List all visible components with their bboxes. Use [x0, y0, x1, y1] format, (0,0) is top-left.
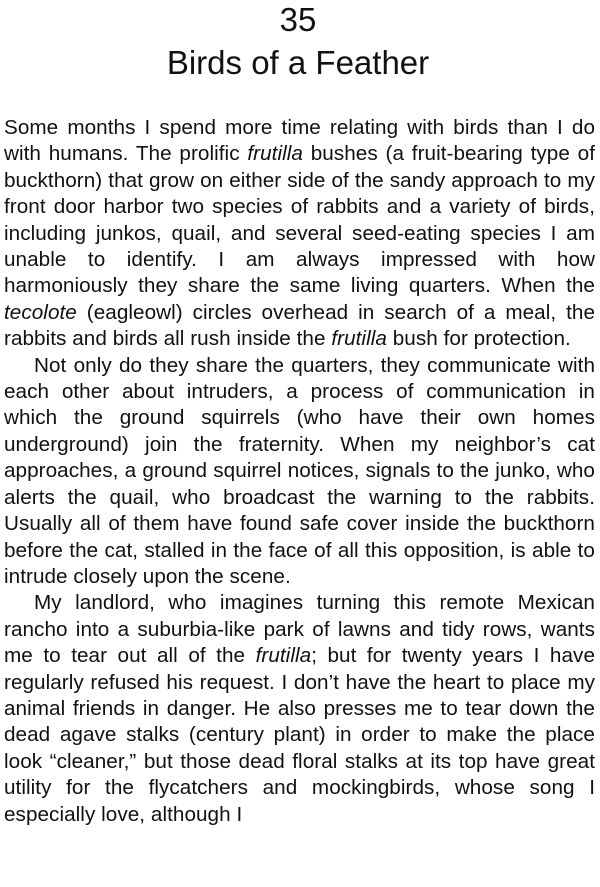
- text-run: Some months I spend more time relating with birds than I do with humans. The prolific: [4, 116, 595, 166]
- text-run: ; but for twenty years I have regularly refused his request. I don’t have the heart to place my animal friends in danger. He also presses me to tear down the dead agave stalks (century plant) in order to make the place look “cleaner,” but those dead floral stalks at its top have great utility for the flycatchers and mockingbirds, whose song I especially love, although I: [4, 644, 595, 826]
- text-run: bush for protection.: [386, 327, 571, 351]
- text-run: bushes (a fruit-bearing type of buckthorn) that grow on either side of the sandy approach to my front door harbor two species of rabbits and a variety of birds, including junkos, quail, and several seed-eating species I am unable to identify. I am always impressed with how harmoniously they share the same living quarters. When the: [4, 142, 596, 298]
- italic-term-frutilla: frutilla: [247, 142, 303, 166]
- chapter-title: Birds of a Feather: [166, 44, 430, 81]
- paragraph-1: [4, 115, 595, 353]
- text-run: (eagleowl) circles overhead in search of a meal, the rabbits and birds all rush inside the: [4, 300, 595, 351]
- text-run: My landlord, who imagines turning this remote Mexican rancho into a suburbia-like park of lawns and tidy rows, wants me to tear out all of the: [4, 591, 595, 668]
- italic-term-frutilla: frutilla: [255, 644, 312, 668]
- chapter-number: 35: [279, 1, 317, 38]
- paragraph-3: [4, 590, 595, 828]
- text-run: Not only do they share the quarters, they communicate with each other about intruders, a process of communication in which the ground squirrels (who have their own homes underground) join the fraternity. When my neighbor’s cat approaches, a ground squirrel notices, signals to the junko, who alerts the quail, who broadcast the warning to the rabbits. Usually all of them have found safe cover inside the buckthorn before the cat, stalled in the face of all this opposition, is able to intrude closely upon the scene.: [4, 353, 595, 588]
- body-text: [4, 115, 595, 828]
- paragraph-2: [4, 353, 595, 591]
- italic-term-tecolote: tecolote: [4, 300, 77, 324]
- italic-term-frutilla: frutilla: [331, 327, 387, 351]
